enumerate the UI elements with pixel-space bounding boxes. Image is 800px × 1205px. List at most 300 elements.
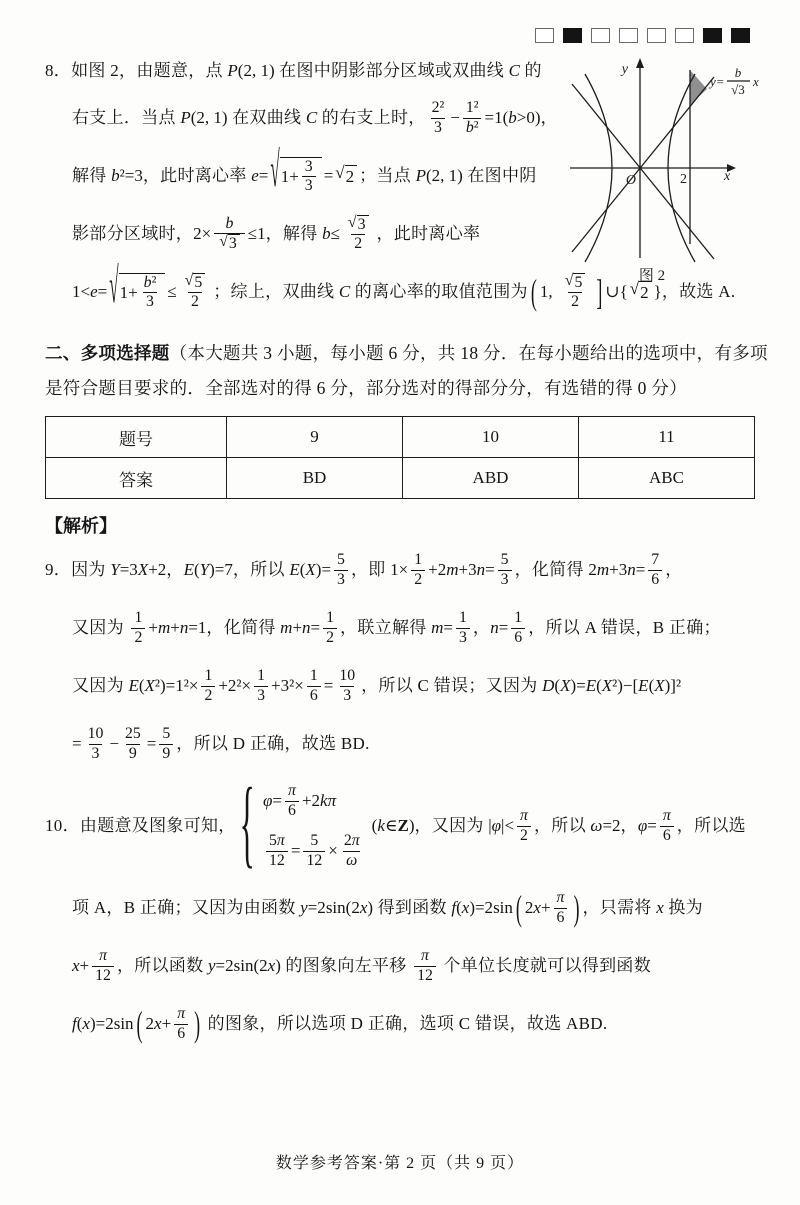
- math-run: 2: [520, 826, 528, 844]
- math-run: ²: [151, 273, 157, 291]
- math-run: x: [359, 898, 368, 918]
- denominator: [334, 570, 348, 589]
- fraction: [336, 667, 358, 704]
- denominator: [431, 118, 445, 137]
- math-run: 5: [574, 273, 583, 291]
- denominator: [214, 233, 245, 253]
- math-run: 6: [651, 570, 660, 588]
- text: ，所以 D 正确，故选 BD.: [176, 734, 370, 754]
- denominator: [568, 292, 582, 311]
- math-run: 2: [524, 898, 534, 918]
- fraction: [159, 725, 173, 762]
- text: 换为: [663, 898, 703, 918]
- denominator: [92, 966, 114, 985]
- math-run: E: [289, 560, 300, 580]
- radical-symbol: √: [184, 271, 194, 289]
- math-run: 2: [134, 628, 143, 646]
- math-run: k: [320, 791, 328, 811]
- outline-square-mark: [675, 28, 694, 43]
- numerator: [517, 807, 531, 825]
- math-run: 1+: [119, 282, 138, 302]
- asymptote-label-pre: y=: [710, 74, 725, 89]
- table-cell: 11: [579, 417, 755, 458]
- solution-line: [45, 602, 795, 654]
- math-run: 25: [124, 725, 141, 743]
- fraction: [343, 215, 374, 253]
- table-row-answers: [46, 458, 755, 499]
- math-run: =: [310, 618, 321, 638]
- math-run: 2: [588, 560, 597, 580]
- math-run: m: [431, 618, 444, 638]
- math-run: 3: [91, 744, 100, 762]
- fraction: [266, 832, 288, 869]
- denominator: [554, 908, 568, 927]
- math-run: ²=3: [119, 166, 143, 186]
- numerator: [141, 274, 160, 292]
- math-run: 3: [304, 157, 313, 175]
- text: ，化简得: [514, 560, 589, 580]
- denominator: [498, 570, 512, 589]
- text: 的图象，所以选项 D 正确，选项 C 错误，故选 ABD.: [203, 1014, 608, 1034]
- fraction: [456, 609, 470, 646]
- big-paren: ]: [596, 272, 603, 312]
- math-run: (: [299, 560, 306, 580]
- math-run: >0): [516, 108, 541, 128]
- radicand: [193, 273, 205, 292]
- math-run: +3: [609, 560, 628, 580]
- radical-symbol: √: [109, 258, 119, 314]
- numerator: [285, 782, 299, 800]
- math-run: E: [585, 676, 597, 696]
- solution-line: [45, 769, 795, 879]
- fraction: [414, 947, 436, 984]
- radical: [109, 258, 165, 314]
- math-run: −: [450, 108, 460, 128]
- math-run: 3: [458, 628, 467, 646]
- asymptote-rising: [572, 77, 714, 252]
- math-run: =: [323, 676, 334, 696]
- math-run: π: [276, 832, 285, 850]
- math-run: =: [443, 618, 453, 638]
- math-run: 9: [128, 744, 137, 762]
- math-run: 2: [414, 570, 423, 588]
- big-paren: (: [530, 272, 537, 312]
- math-run: ω: [590, 816, 603, 836]
- math-run: φ: [263, 791, 273, 811]
- math-run: π: [288, 782, 296, 800]
- solution-line: [45, 998, 795, 1050]
- denominator: [159, 744, 173, 763]
- math-run: x: [656, 898, 664, 918]
- text: ，所以 A 错误，B 正确；: [528, 618, 721, 638]
- math-run: (: [554, 676, 561, 696]
- radical-symbol: √: [564, 271, 574, 289]
- numerator: [180, 273, 211, 292]
- solution-line: [45, 142, 562, 202]
- big-paren: (: [515, 888, 522, 928]
- question8-text: [45, 56, 736, 324]
- table-cell: 9: [227, 417, 403, 458]
- text: 得到函数: [373, 898, 452, 918]
- cases-row: [263, 776, 366, 826]
- cases-system: [238, 769, 366, 879]
- math-run: ≤1: [247, 224, 266, 244]
- math-run: X: [305, 560, 316, 580]
- math-run: 1: [134, 609, 143, 627]
- math-run: D: [542, 676, 555, 696]
- math-run: 2: [204, 686, 213, 704]
- y-axis-label: y: [621, 62, 628, 77]
- math-run: (2, 1): [425, 166, 463, 186]
- math-run: 6: [556, 908, 565, 926]
- math-run: 3: [433, 118, 442, 136]
- math-run: Y: [110, 560, 120, 580]
- text: ，所以 C 错误；又因为: [361, 676, 543, 696]
- math-run: +: [148, 618, 158, 638]
- page-footer: 数学参考答案·第 2 页（共 9 页）: [275, 1155, 525, 1172]
- math-run: 1×: [390, 560, 409, 580]
- numerator: [307, 667, 321, 685]
- denominator: [660, 826, 674, 845]
- radical: [348, 215, 369, 234]
- math-run: (: [194, 560, 200, 580]
- math-run: 3: [343, 686, 352, 704]
- fraction: [180, 273, 211, 311]
- numerator: [122, 725, 144, 743]
- math-run: e: [251, 166, 259, 186]
- math-run: ): [275, 956, 281, 976]
- denominator: [414, 966, 436, 985]
- text: 在双曲线: [227, 108, 306, 128]
- fraction: [411, 551, 425, 588]
- math-run: 12: [306, 851, 323, 869]
- math-run: 1: [514, 609, 523, 627]
- denominator: [201, 686, 215, 705]
- math-run: ∈: [384, 816, 398, 836]
- table-header-cell: 题号: [46, 417, 227, 458]
- radical-symbol: √: [219, 233, 228, 250]
- fraction: [323, 609, 337, 646]
- solution-line: [45, 92, 562, 144]
- text: 9．因为: [45, 560, 111, 580]
- numerator: [463, 99, 482, 117]
- denominator: [188, 292, 202, 311]
- math-run: −: [109, 734, 119, 754]
- math-run: =1: [188, 618, 207, 638]
- answer-table: [45, 416, 755, 499]
- numerator: [254, 667, 268, 685]
- math-run: |: [488, 816, 492, 836]
- fraction: [214, 215, 245, 253]
- fraction: [302, 158, 316, 195]
- text: ，化简得: [206, 618, 281, 638]
- math-run: 3: [228, 235, 237, 252]
- text: ，联立解得: [340, 618, 432, 638]
- math-run: =3: [119, 560, 138, 580]
- math-run: (: [648, 676, 655, 696]
- math-run: (2: [253, 956, 268, 976]
- text: 个单位长度就可以得到函数: [438, 956, 652, 976]
- solution-line: [45, 208, 562, 260]
- math-run: m: [280, 618, 293, 638]
- text: 10．由题意及图象可知，: [45, 816, 236, 836]
- text: 解得: [72, 166, 112, 186]
- text: ，: [472, 618, 491, 638]
- radicand: [357, 215, 369, 234]
- math-run: C: [338, 282, 351, 302]
- math-run: 3: [357, 215, 366, 233]
- math-run: X: [654, 676, 665, 696]
- text: 项 A，B 正确；又因为由函数: [72, 898, 301, 918]
- math-run: }: [653, 282, 662, 302]
- cases-rows: [263, 776, 366, 876]
- math-run: 5: [337, 551, 345, 569]
- fraction: [254, 667, 268, 704]
- fraction: [334, 551, 348, 588]
- denominator: [254, 686, 268, 705]
- solution-line: [45, 56, 562, 86]
- math-run: P: [415, 166, 426, 186]
- text: ，所以: [232, 560, 290, 580]
- math-run: b: [143, 273, 152, 291]
- solution-line: [45, 660, 795, 712]
- math-run: )=2: [89, 1014, 114, 1034]
- fraction: [463, 99, 482, 136]
- numerator: [411, 551, 425, 569]
- math-run: x: [82, 1014, 90, 1034]
- math-run: X: [601, 676, 613, 696]
- math-run: 6: [309, 686, 318, 704]
- math-run: =: [647, 816, 657, 836]
- numerator: [429, 99, 448, 117]
- math-run: π: [99, 947, 107, 965]
- text: 8．如图 2，由题意，点: [45, 61, 228, 81]
- math-run: π: [662, 807, 671, 825]
- math-run: (: [138, 676, 145, 696]
- denominator: [340, 686, 354, 705]
- y-axis-arrow: [636, 58, 644, 68]
- radicand: [280, 157, 322, 195]
- text: 影部分区域时，: [72, 224, 194, 244]
- text: 又因为: [72, 618, 129, 638]
- math-run: ): [408, 816, 415, 836]
- filled-square-mark: [703, 28, 722, 43]
- math-run: =: [272, 791, 283, 811]
- table-row-question-numbers: [46, 417, 755, 458]
- math-run: π: [177, 1005, 186, 1023]
- math-run: ≤: [167, 282, 177, 302]
- denominator: [648, 570, 662, 589]
- table-cell: ABD: [403, 458, 579, 499]
- math-run: +3²×: [271, 676, 304, 696]
- denominator: [303, 851, 325, 870]
- math-run: φ: [637, 816, 648, 836]
- asymptote-label-post: x: [753, 74, 759, 89]
- registration-marks: [535, 28, 750, 43]
- math-run: 2: [354, 235, 363, 252]
- math-run: 3: [500, 570, 509, 588]
- denominator: [126, 744, 140, 763]
- math-run: 3: [337, 570, 345, 588]
- math-run: f: [451, 898, 457, 918]
- math-run: )=: [315, 560, 332, 580]
- numerator: [511, 609, 525, 627]
- fraction: [429, 99, 448, 136]
- math-run: k: [377, 816, 385, 836]
- text: ，解得: [265, 224, 323, 244]
- math-run: (: [456, 898, 462, 918]
- figure2-hyperbola-diagram: [562, 56, 795, 288]
- math-run: 5: [310, 832, 319, 850]
- table-cell: BD: [227, 458, 403, 499]
- numerator: [159, 725, 173, 743]
- math-run: 3: [257, 686, 266, 704]
- math-run: +: [79, 956, 90, 976]
- math-run: 1: [326, 609, 335, 627]
- math-run: =1(: [484, 108, 509, 128]
- math-run: x: [72, 956, 80, 976]
- math-run: π: [520, 807, 528, 825]
- denominator: [511, 628, 525, 647]
- fraction: [131, 609, 145, 646]
- numerator: [498, 551, 512, 569]
- solution-line: [45, 940, 795, 992]
- math-run: ω: [346, 851, 358, 869]
- math-run: +: [292, 618, 303, 638]
- numerator: [456, 609, 470, 627]
- solution-line: [45, 882, 795, 934]
- math-run: e: [90, 282, 98, 302]
- math-run: )=: [570, 676, 586, 696]
- text: 在图中阴: [462, 166, 537, 186]
- denominator: [517, 826, 531, 845]
- math-run: C: [508, 61, 520, 81]
- denominator: [411, 570, 425, 589]
- numerator: [266, 832, 288, 850]
- math-run: b: [225, 214, 234, 232]
- outline-square-mark: [591, 28, 610, 43]
- math-run: X: [144, 676, 155, 696]
- math-run: ²)−[: [612, 676, 639, 696]
- asymptote-label-denominator: √3: [731, 82, 745, 97]
- math-run: b: [322, 224, 331, 244]
- outline-square-mark: [647, 28, 666, 43]
- text: ，: [166, 560, 184, 580]
- text: ；综上，双曲线: [213, 282, 339, 302]
- math-run: π: [421, 947, 429, 965]
- math-run: =: [72, 734, 82, 754]
- radical: [270, 142, 321, 198]
- asymptote-label-numerator: b: [734, 65, 742, 80]
- shaded-region: [690, 70, 707, 105]
- math-run: +: [170, 618, 180, 638]
- filled-square-mark: [731, 28, 750, 43]
- math-run: 10: [87, 725, 104, 743]
- math-run: 6: [662, 826, 671, 844]
- math-run: +: [161, 1014, 172, 1034]
- math-run: 3: [146, 293, 154, 310]
- math-run: Y: [199, 560, 210, 580]
- text: 的离心率的取值范围为: [350, 282, 528, 302]
- radical: [335, 162, 357, 187]
- math-run: ²)=1²×: [154, 676, 199, 696]
- math-run: E: [183, 560, 194, 580]
- math-run: +: [540, 898, 551, 918]
- math-run: =: [290, 841, 301, 861]
- denominator: [463, 118, 482, 137]
- math-run: x: [267, 956, 276, 976]
- question9-solution: [45, 544, 795, 770]
- math-run: π: [327, 791, 337, 811]
- math-run: E: [128, 676, 139, 696]
- denominator: [307, 686, 321, 705]
- numerator: [660, 807, 674, 825]
- math-run: 1: [257, 667, 266, 685]
- math-run: 2: [145, 1014, 155, 1034]
- math-run: =: [323, 166, 334, 186]
- math-run: 1: [204, 667, 213, 685]
- math-run: 12: [417, 966, 433, 984]
- math-run: (: [76, 1014, 83, 1034]
- numerator: [334, 551, 348, 569]
- denominator: [343, 851, 360, 870]
- math-run: +2: [148, 560, 167, 580]
- big-paren: ): [573, 888, 580, 928]
- denominator: [351, 234, 365, 253]
- math-run: =: [258, 166, 269, 186]
- math-run: 5: [162, 725, 171, 743]
- fraction: [660, 807, 674, 844]
- fraction: [307, 667, 321, 704]
- math-run: x: [461, 898, 470, 918]
- radical-symbol: √: [629, 278, 640, 298]
- numerator: [201, 667, 215, 685]
- text: ，只需将: [582, 898, 657, 918]
- math-run: )=7: [209, 560, 233, 580]
- math-run: C: [305, 108, 318, 128]
- numerator: [96, 947, 110, 965]
- text: ，故选 A.: [661, 282, 736, 302]
- math-run: =: [485, 560, 495, 580]
- tick-label-2: 2: [680, 172, 687, 187]
- text: ，所以选: [676, 816, 746, 836]
- math-run: sin: [113, 1014, 134, 1034]
- denominator: [285, 801, 299, 820]
- fraction: [554, 889, 568, 926]
- text: ，即: [350, 560, 391, 580]
- fraction: [303, 832, 325, 869]
- numerator: [131, 609, 145, 627]
- math-run: +2: [301, 791, 321, 811]
- denominator: [266, 851, 288, 870]
- math-run: sin: [325, 898, 346, 918]
- text: ，: [665, 560, 683, 580]
- fraction: [517, 807, 531, 844]
- numerator: [418, 947, 432, 965]
- math-run: π: [351, 832, 360, 850]
- text: ，: [620, 816, 638, 836]
- fraction: [122, 725, 144, 762]
- math-run: x: [154, 1014, 162, 1034]
- text: ，此时离心率: [376, 224, 481, 244]
- math-run: sin: [493, 898, 513, 918]
- math-run: 6: [177, 1024, 186, 1042]
- math-run: P: [227, 61, 238, 81]
- radical-symbol: √: [335, 162, 345, 182]
- asymptote-falling: [572, 84, 714, 259]
- math-run: =2: [307, 898, 326, 918]
- math-run: =: [97, 282, 108, 302]
